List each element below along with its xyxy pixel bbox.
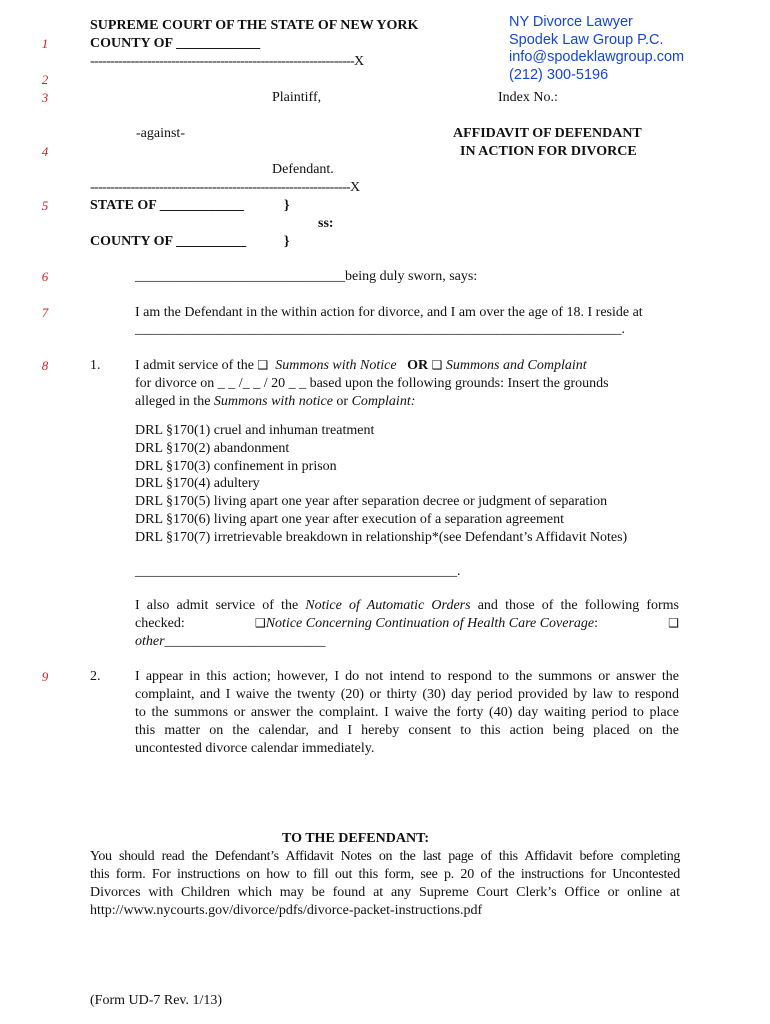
line-number-8: 8 bbox=[41, 358, 49, 373]
ground-item: DRL §170(4) adultery bbox=[135, 476, 260, 492]
item2-line: this matter on the calendar, and I hereby consent to this action being placed on the bbox=[135, 723, 679, 738]
item1-service-line bbox=[135, 357, 587, 374]
grounds-text-b: Summons with notice bbox=[213, 394, 333, 409]
ground-item: DRL §170(5) living apart one year after separation decree or judgment of separation bbox=[135, 494, 608, 510]
line-number-4: 4 bbox=[41, 144, 49, 159]
automatic-orders-line bbox=[135, 597, 679, 614]
index-no-label: Index No.: bbox=[498, 90, 558, 105]
health-care-notice-label: Notice Concerning Continuation of Health Care Coverage bbox=[265, 616, 595, 631]
note-line: this form. For instructions on how to fill out this form, see p. 20 of the instructions for Uncontested bbox=[90, 867, 680, 882]
court-county: COUNTY OF ____________ bbox=[90, 36, 261, 51]
grounds-text-d: Complaint: bbox=[351, 394, 416, 409]
caption-divider-bottom: ----------------------------------------------------------------X bbox=[90, 180, 360, 195]
item2-line: to the summons or answer the complaint. I waive the forty (40) day waiting period to place bbox=[135, 705, 679, 720]
line-number-2: 2 bbox=[41, 72, 49, 87]
item2-line: I appear in this action; however, I do not intend to respond to the summons or answer the bbox=[135, 669, 679, 684]
contact-block bbox=[509, 14, 684, 84]
venue-brace-top: } bbox=[284, 198, 290, 213]
colon: : bbox=[594, 616, 599, 631]
ground-item: DRL §170(6) living apart one year after execution of a separation agreement bbox=[135, 511, 565, 527]
item2-number: 2. bbox=[90, 669, 101, 684]
automatic-orders-text-c: and those of the following forms bbox=[477, 598, 680, 613]
residence-statement: I am the Defendant in the within action for divorce, and I am over the age of 18. I reside at bbox=[135, 305, 643, 320]
contact-email[interactable]: info@spodeklawgroup.com bbox=[509, 49, 685, 65]
line-number-1: 1 bbox=[41, 36, 49, 51]
ground-item: DRL §170(3) confinement in prison bbox=[135, 458, 337, 474]
item1-grounds-line bbox=[135, 393, 415, 410]
venue-state: STATE OF ____________ bbox=[90, 198, 244, 213]
ground-item: DRL §170(7) irretrievable breakdown in relationship*(see Defendant’s Affidavit Notes) bbox=[135, 529, 628, 545]
automatic-orders-text-a: I also admit service of the bbox=[135, 598, 299, 613]
caption-divider-top: -----------------------------------------------------------------X bbox=[90, 54, 364, 69]
ground-item: DRL §170(2) abandonment bbox=[135, 440, 290, 456]
forms-checked-line bbox=[135, 615, 679, 632]
to-defendant-notes bbox=[90, 848, 680, 920]
other-form-line[interactable]: other_______________________ bbox=[135, 634, 326, 649]
summons-notice-checkbox[interactable]: ❑ bbox=[257, 358, 269, 372]
other-grounds-line[interactable]: ______________________________________________. bbox=[135, 564, 461, 579]
line-number-6: 6 bbox=[41, 269, 49, 284]
form-number-footer: (Form UD-7 Rev. 1/13) bbox=[90, 993, 223, 1008]
venue-county: COUNTY OF __________ bbox=[90, 234, 247, 249]
item2-line: uncontested divorce calendar immediately. bbox=[135, 741, 375, 756]
summons-and-complaint-label: Summons and Complaint bbox=[445, 358, 587, 373]
line-number-5: 5 bbox=[41, 198, 49, 213]
line-number-7: 7 bbox=[41, 305, 49, 320]
venue-ss: ss: bbox=[318, 216, 334, 231]
deponent-name-line[interactable]: ______________________________being duly sworn, says: bbox=[135, 269, 478, 284]
to-defendant-heading: TO THE DEFENDANT: bbox=[282, 831, 430, 846]
item1-date-line[interactable]: for divorce on _ _ /_ _ / 20 _ _ based upon the following grounds: Insert the grounds bbox=[135, 376, 609, 391]
other-checkbox[interactable]: ❑ bbox=[668, 616, 679, 630]
grounds-list bbox=[135, 422, 627, 547]
item1-number: 1. bbox=[90, 358, 101, 373]
court-name: SUPREME COURT OF THE STATE OF NEW YORK bbox=[90, 18, 419, 33]
contact-firm-name: Spodek Law Group P.C. bbox=[509, 31, 664, 48]
item2-paragraph bbox=[135, 668, 679, 758]
summons-with-notice-label: Summons with Notice bbox=[275, 358, 397, 373]
note-line: Divorces with Children which may be found at any Supreme Court Clerk’s Office or online at bbox=[90, 885, 680, 900]
ground-item: DRL §170(1) cruel and inhuman treatment bbox=[135, 423, 375, 438]
defendant-label: Defendant. bbox=[272, 162, 334, 177]
checked-label: checked: bbox=[135, 616, 185, 631]
against-label: -against- bbox=[136, 126, 185, 141]
summons-complaint-checkbox[interactable]: ❑ bbox=[431, 358, 443, 372]
plaintiff-label: Plaintiff, bbox=[272, 90, 322, 105]
health-care-checkbox[interactable]: ❑ bbox=[254, 616, 266, 630]
line-number-9: 9 bbox=[41, 669, 49, 684]
document-title-line2: IN ACTION FOR DIVORCE bbox=[460, 144, 637, 159]
item1-admit-text: I admit service of the bbox=[135, 358, 254, 373]
grounds-text-c: or bbox=[336, 394, 349, 409]
notice-automatic-orders-label: Notice of Automatic Orders bbox=[305, 598, 471, 613]
grounds-text-a: alleged in the bbox=[135, 394, 211, 409]
venue-brace-bottom: } bbox=[284, 234, 290, 249]
residence-address-line[interactable]: ______________________________________________________________________. bbox=[135, 322, 625, 337]
note-line: You should read the Defendant’s Affidavit Notes on the last page of this Affidavit before completing bbox=[90, 849, 680, 864]
line-number-3: 3 bbox=[41, 90, 49, 105]
instructions-url[interactable]: http://www.nycourts.gov/divorce/pdfs/divorce-packet-instructions.pdf bbox=[90, 903, 483, 918]
document-title-line1: AFFIDAVIT OF DEFENDANT bbox=[453, 126, 642, 141]
item2-line: complaint, and I waive the twenty (20) or thirty (30) day period provided by law to respond bbox=[135, 687, 679, 702]
or-label: OR bbox=[407, 358, 429, 373]
contact-phone[interactable]: (212) 300-5196 bbox=[509, 66, 609, 83]
contact-firm-type: NY Divorce Lawyer bbox=[509, 14, 633, 30]
